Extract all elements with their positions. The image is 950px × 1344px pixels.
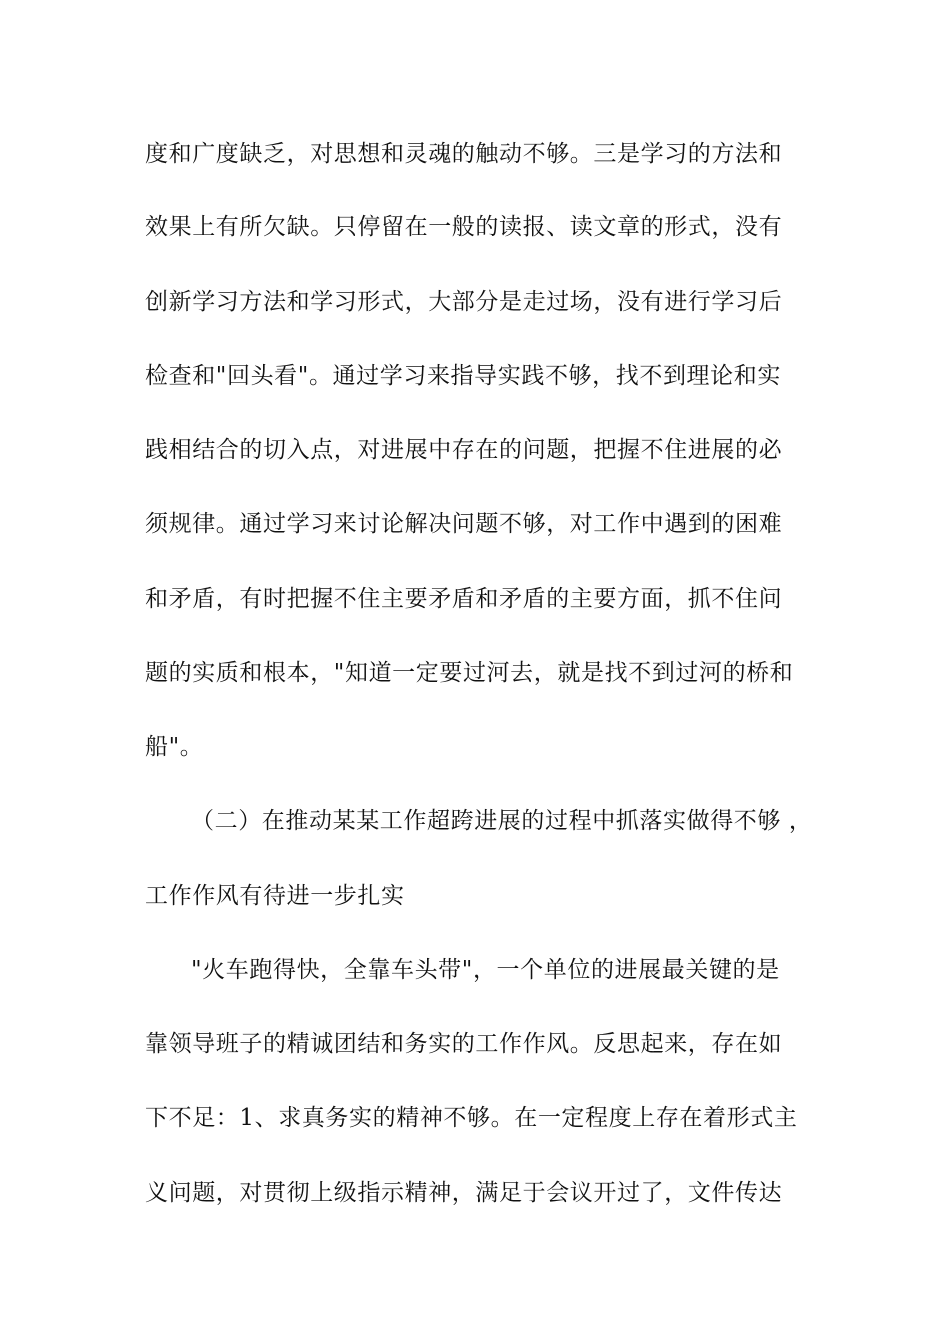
text-line: 题的实质和根本，"知道一定要过河去，就是找不到过河的桥和 <box>145 660 794 686</box>
text-line: 船"。 <box>145 734 204 760</box>
text-line: 创新学习方法和学习形式，大部分是走过场，没有进行学习后 <box>145 289 783 315</box>
text-line: 检查和"回头看"。通过学习来指导实践不够，找不到理论和实 <box>145 363 781 389</box>
section-heading: （二）在推动某某工作超跨进展的过程中抓落实做得不够 ， <box>191 808 813 834</box>
text-line: 践相结合的切入点，对进展中存在的问题，把握不住进展的必 <box>145 437 783 463</box>
text-line: 靠领导班子的精诚团结和务实的工作作风。反思起来，存在如 <box>145 1031 783 1057</box>
text-line: 义问题，对贯彻上级指示精神，满足于会议开过了，文件传达 <box>145 1180 783 1206</box>
text-line: 度和广度缺乏，对思想和灵魂的触动不够。三是学习的方法和 <box>145 141 783 167</box>
text-line: "火车跑得快，全靠车头带"，一个单位的进展最关键的是 <box>191 957 780 983</box>
text-line: 须规律。通过学习来讨论解决问题不够，对工作中遇到的困难 <box>145 511 783 537</box>
text-line: 和矛盾，有时把握不住主要矛盾和矛盾的主要方面，抓不住问 <box>145 586 783 612</box>
text-line: 下不足：1、求真务实的精神不够。在一定程度上存在着形式主 <box>145 1105 798 1131</box>
section-heading-continued: 工作作风有待进一步扎实 <box>145 883 405 909</box>
text-line: 效果上有所欠缺。只停留在一般的读报、读文章的形式，没有 <box>145 214 783 240</box>
